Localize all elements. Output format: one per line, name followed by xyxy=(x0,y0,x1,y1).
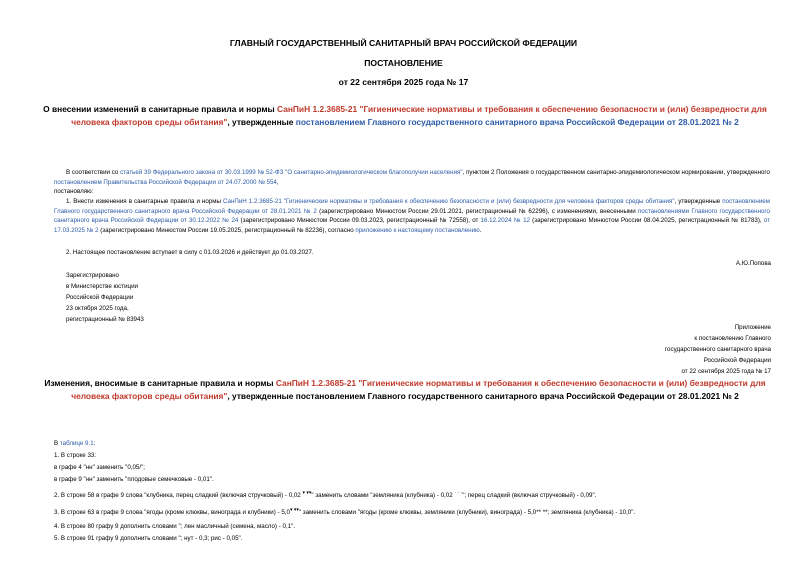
title-text-2: , утвержденные xyxy=(227,116,296,127)
registration-line: в Министерстве юстиции xyxy=(66,283,139,290)
changes-intro-text-2: : xyxy=(93,440,96,447)
item-2-paragraph: 2. Настоящее постановление вступает в силу с 01.03.2026 и действует до 01.03.2027. xyxy=(66,249,314,256)
change-line-part: 3. В строке 63 в графе 9 слова "ягоды (кроме клюквы, винограда и клубники) - 5,0 xyxy=(54,509,290,517)
law-article-link[interactable]: статьей 39 Федерального закона от 30.03.1999 № 52-ФЗ "О санитарно-эпидемиологическом благополучии населения" xyxy=(120,169,463,176)
appendix-line: Приложение xyxy=(734,324,771,331)
resolve-word: постановляю: xyxy=(54,188,94,195)
change-line: в графе 4 "нн" заменить "0,05/"; xyxy=(54,464,145,471)
title-resolution-link[interactable]: постановлением Главного государственного санитарного врача Российской Федерации от 28.01.2021 № 2 xyxy=(295,116,739,127)
registration-line: 23 октября 2025 года, xyxy=(66,305,129,312)
item1-text-5: (зарегистрировано Минюстом России 08.04.2025, регистрационный № 81783), xyxy=(529,217,764,224)
item1-amendment-link-2022[interactable]: постановлениями Главного государственного санитарного врача Российской Федерации от 30.12.2022 № 24 xyxy=(54,207,770,224)
changes-intro xyxy=(54,438,774,450)
item1-text-6: (зарегистрировано Минюстом России 19.05.2025, регистрационный № 82236), согласно xyxy=(98,226,356,234)
item1-text-4: (зарегистрировано Минюстом России 09.03.2023, регистрационный № 72558), от xyxy=(238,217,481,224)
appendix-line: к постановлению Главного xyxy=(694,335,771,342)
government-decree-link[interactable]: постановлением Правительства Российской Федерации от 24.07.2000 № 554 xyxy=(54,178,277,186)
registration-line: Зарегистрировано xyxy=(66,272,119,279)
change-line: 4. В строке 80 графу 9 дополнить словами "; лен масличный (семена, масло) - 0,1". xyxy=(54,523,295,531)
footnote-marker-icon: ▾ ▾▾ xyxy=(302,490,312,496)
item-1-paragraph xyxy=(54,197,770,235)
appendix-title-text-2: , утвержденные постановлением Главного государственного санитарного врача Российской Федерации от 28.01.2021 № 2 xyxy=(227,390,739,401)
item1-sanpin-link[interactable]: СанПиН 1.2.3685-21 "Гигиенические нормативы и требования к обеспечению безопасности и (или) безвредности для человека факторов среды обитания" xyxy=(222,198,675,205)
appendix-title-sanpin-link[interactable]: СанПиН 1.2.3685-21 "Гигиенические нормативы и требования к обеспечению безопасности и (или) безвредности для человека факторов среды обитания" xyxy=(71,378,766,401)
title-text: О внесении изменений в санитарные правила и нормы xyxy=(43,104,278,114)
change-line-part: " заменить словами "земляника (клубника) - 0,02 xyxy=(311,492,453,500)
appendix-block xyxy=(665,322,771,377)
item1-resolution-link[interactable]: постановлением Главного государственного санитарного врача Российской Федерации от 28.01.2021 № 2 xyxy=(54,198,770,215)
doc-type-heading: ПОСТАНОВЛЕНИЕ xyxy=(364,58,443,68)
preamble-text-2: , пунктом 2 Положения о государственном санитарно-эпидемиологическом нормировании, утвержденного xyxy=(462,169,770,176)
appendix-link[interactable]: приложению к настоящему постановлению xyxy=(355,226,480,234)
signature: А.Ю.Попова xyxy=(735,260,771,267)
changes-intro-text: В xyxy=(54,440,60,447)
doc-date-number: от 22 сентября 2025 года № 17 xyxy=(338,77,469,87)
appendix-title xyxy=(40,377,770,402)
change-line-part: "; перец сладкий (включая стручковый) - 0,09". xyxy=(462,492,597,500)
change-line: 5. В строке 91 графу 9 дополнить словами "; нут - 0,3; рис - 0,05". xyxy=(54,535,243,543)
appendix-line: от 22 сентября 2025 года № 17 xyxy=(681,368,771,375)
appendix-title-text: Изменения, вносимые в санитарные правила и нормы xyxy=(44,378,276,388)
registration-line: Российской Федерации xyxy=(66,294,134,301)
preamble-paragraph xyxy=(54,168,770,187)
change-line-part: 2. В строке 58 в графе 9 слова "клубника, перец сладкий (включая стручковый) - 0,02 xyxy=(54,492,301,500)
item1-text: 1. Внести изменения в санитарные правила и нормы xyxy=(66,198,223,205)
change-line xyxy=(54,503,774,520)
item1-text-2: , утвержденные xyxy=(674,198,723,205)
table-9-1-link[interactable]: таблице 9.1 xyxy=(59,440,94,447)
item1-text-3: (зарегистрировано Минюстом России 29.01.2021, регистрационный № 62296), с изменениями, внесенными xyxy=(316,207,639,215)
item1-amendment-link-2024[interactable]: 16.12.2024 № 12 xyxy=(480,217,530,224)
document-title xyxy=(40,103,770,128)
authority-heading: ГЛАВНЫЙ ГОСУДАРСТВЕННЫЙ САНИТАРНЫЙ ВРАЧ РОССИЙСКОЙ ФЕДЕРАЦИИ xyxy=(229,38,578,48)
change-line: 1. В строке 33: xyxy=(54,452,97,459)
changes-list xyxy=(54,438,774,545)
item1-amendment-link-2025[interactable]: от 17.03.2025 № 2 xyxy=(54,217,770,234)
title-sanpin-link[interactable]: СанПиН 1.2.3685-21 "Гигиенические нормативы и требования к обеспечению безопасности и (или) безвредности для человека факторов среды обитания" xyxy=(71,104,767,127)
registration-line: регистрационный № 83943 xyxy=(66,316,144,323)
change-line: в графе 9 "нн" заменить "плодовые семечковые - 0,01". xyxy=(54,476,214,483)
change-line-part: " заменить словами "ягоды (кроме клюквы, земляники (клубники), винограда) - 5,0** **; земляника (клубника) - 10,0". xyxy=(298,509,636,517)
preamble-text: В соответствии со xyxy=(66,169,121,176)
appendix-line: Российской Федерации xyxy=(703,357,771,364)
preamble-text-3: , xyxy=(276,178,279,186)
change-line xyxy=(54,486,774,503)
footnote-marker-icon: ▾ ▾▾ xyxy=(289,507,299,514)
registration-block xyxy=(66,270,144,325)
footnote-marker-icon: · · · xyxy=(454,490,463,496)
item1-text-7: . xyxy=(479,226,482,234)
appendix-line: государственного санитарного врача xyxy=(664,346,771,353)
